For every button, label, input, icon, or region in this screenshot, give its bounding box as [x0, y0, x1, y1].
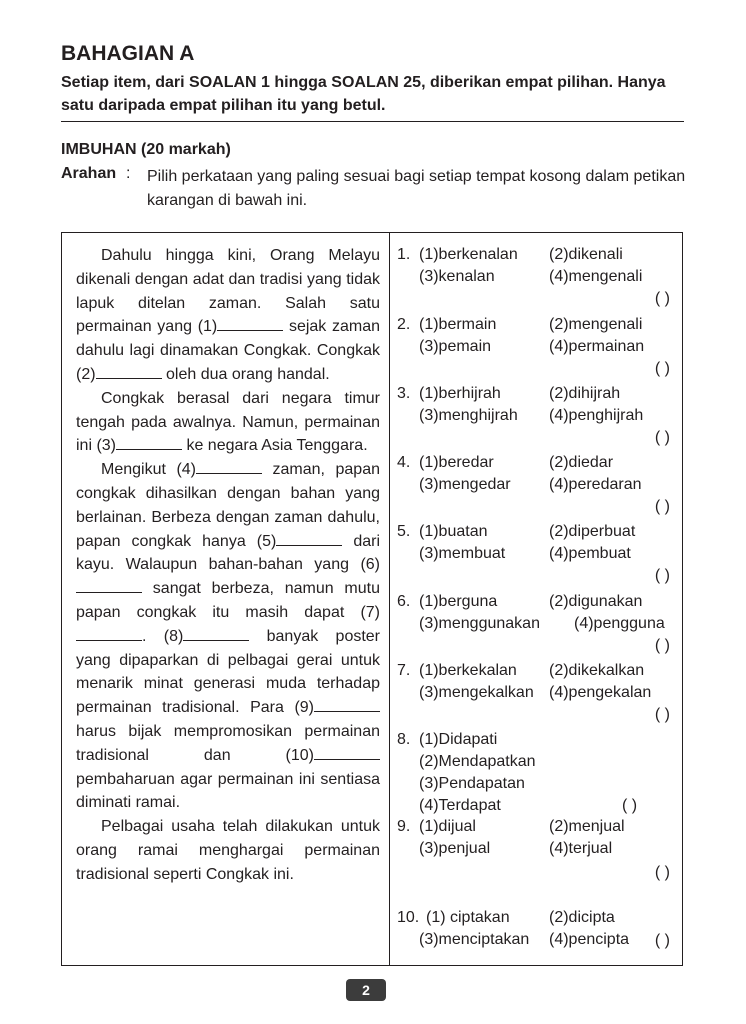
question-6	[397, 591, 670, 657]
option-3[interactable]: (3)kenalan	[419, 268, 495, 285]
passage-text: sejak zaman dahulu lagi dinamakan Congkak. Congkak	[76, 318, 381, 360]
blank-marker: (5)	[256, 532, 277, 550]
passage-text: Congkak berasal dari negara timur tengah pada awalnya. Namun, permainan ini	[76, 389, 380, 455]
option-2[interactable]: (2)Mendapatkan	[419, 753, 536, 770]
option-1[interactable]: (1)berguna	[419, 593, 498, 610]
column-divider	[389, 232, 390, 966]
option-3[interactable]: (3)mengedar	[419, 476, 511, 493]
blank-marker: (3)	[96, 437, 117, 455]
option-2[interactable]: (2)diedar	[549, 454, 614, 471]
question-2	[397, 314, 670, 380]
option-3[interactable]: (3)menghijrah	[419, 407, 518, 424]
passage-text: zaman, papan congkak dihasilkan dengan bahan yang berlainan. Berbeza dengan zaman dahulu, papan congkak hanya	[76, 461, 380, 550]
page-number: 2	[346, 979, 386, 1001]
passage-text: oleh dua orang handal.	[161, 365, 330, 383]
question-number: 6.	[397, 593, 411, 610]
passage-paragraph-4: Pelbagai usaha telah dilakukan untuk orang ramai menghargai permainan tradisional seperti Congkak ini.	[76, 818, 380, 883]
header-divider	[61, 121, 684, 122]
option-1[interactable]: (1) ciptakan	[426, 909, 510, 926]
question-1	[397, 244, 670, 310]
arahan-label: Arahan	[61, 165, 117, 182]
question-3	[397, 383, 670, 449]
option-3[interactable]: (3)menggunakan	[419, 615, 540, 632]
option-3[interactable]: (3)membuat	[419, 545, 506, 562]
option-2[interactable]: (2)menjual	[549, 818, 625, 835]
blank-marker: (8)	[163, 627, 184, 645]
option-1[interactable]: (1)berkekalan	[419, 662, 517, 679]
option-1[interactable]: (1)bermain	[419, 316, 497, 333]
option-3[interactable]: (3)pemain	[419, 338, 492, 355]
question-number: 9.	[397, 818, 411, 835]
passage-text: Dahulu hingga kini, Orang Melayu dikenali dengan adat dan tradisi yang tidak lapuk ditelan zaman. Salah satu permainan yang	[76, 247, 380, 336]
passage-text: banyak poster yang dipaparkan di pelbagai gerai untuk menarik minat generasi muda terhadap permainan tradisional. Para	[76, 627, 381, 717]
option-1[interactable]: (1)buatan	[419, 523, 488, 540]
passage-paragraph-2	[76, 387, 380, 458]
passage-text: pembaharuan agar permainan ini sentiasa diminati ramai.	[76, 770, 380, 812]
question-number: 10.	[397, 909, 420, 926]
answer-bracket[interactable]: ( )	[654, 360, 670, 377]
question-9	[397, 816, 670, 886]
option-2[interactable]: (2)diperbuat	[549, 523, 636, 540]
answer-blank[interactable]	[96, 364, 162, 379]
answer-blank[interactable]	[76, 578, 142, 593]
blank-marker: (7)	[360, 603, 380, 621]
answer-blank[interactable]	[183, 626, 249, 641]
option-4[interactable]: (4)pengekalan	[549, 684, 652, 701]
blank-marker: (10)	[285, 746, 314, 764]
passage-text: harus bijak mempromosikan permainan tradisional dan	[76, 722, 380, 764]
blank-marker: (6)	[360, 556, 380, 574]
answer-bracket[interactable]: ( )	[654, 932, 670, 949]
question-8	[397, 729, 670, 817]
answer-blank[interactable]	[314, 745, 380, 760]
question-number: 5.	[397, 523, 411, 540]
option-3[interactable]: (3)Pendapatan	[419, 775, 525, 792]
answer-blank[interactable]	[116, 435, 182, 450]
answer-blank[interactable]	[276, 531, 342, 546]
blank-marker: (4)	[176, 461, 196, 479]
passage-text: sangat berbeza, namun mutu papan congkak itu masih dapat	[76, 580, 380, 621]
option-4[interactable]: (4)pembuat	[549, 545, 631, 562]
answer-bracket[interactable]: ( )	[654, 498, 670, 515]
option-2[interactable]: (2)dihijrah	[549, 385, 621, 402]
answer-bracket[interactable]: ( )	[654, 429, 670, 446]
option-1[interactable]: (1)Didapati	[419, 731, 498, 748]
option-4[interactable]: (4)penghijrah	[549, 407, 644, 424]
blank-marker: (9)	[294, 699, 314, 717]
option-4[interactable]: (4)pencipta	[549, 931, 630, 948]
section-heading: BAHAGIAN A	[61, 42, 195, 65]
passage-text: .	[142, 627, 164, 645]
answer-blank[interactable]	[314, 697, 380, 712]
passage-text: ke negara Asia Tenggara.	[182, 437, 368, 455]
option-2[interactable]: (2)dikekalkan	[549, 662, 645, 679]
option-4[interactable]: (4)Terdapat	[419, 797, 501, 814]
option-2[interactable]: (2)mengenali	[549, 316, 643, 333]
answer-bracket[interactable]: ( )	[622, 797, 638, 814]
option-1[interactable]: (1)berkenalan	[419, 246, 518, 263]
question-number: 2.	[397, 316, 411, 333]
subsection-title: IMBUHAN (20 markah)	[61, 141, 231, 158]
passage-paragraph-3	[76, 458, 380, 815]
question-7	[397, 660, 670, 726]
option-4[interactable]: (4)peredaran	[549, 476, 642, 493]
question-number: 8.	[397, 731, 411, 748]
option-2[interactable]: (2)digunakan	[549, 593, 643, 610]
question-5	[397, 521, 670, 587]
question-number: 7.	[397, 662, 411, 679]
option-1[interactable]: (1)beredar	[419, 454, 494, 471]
option-4[interactable]: (4)mengenali	[549, 268, 643, 285]
passage-text: dari kayu. Walaupun bahan-bahan yang	[76, 532, 381, 574]
option-4[interactable]: (4)terjual	[549, 840, 613, 857]
arahan-colon: :	[126, 165, 131, 182]
arahan-text: Pilih perkataan yang paling sesuai bagi setiap tempat kosong dalam petikan karangan di bawah ini.	[147, 168, 686, 209]
answer-blank[interactable]	[196, 459, 262, 474]
option-1[interactable]: (1)berhijrah	[419, 385, 501, 402]
option-3[interactable]: (3)penjual	[419, 840, 491, 857]
option-1[interactable]: (1)dijual	[419, 818, 476, 835]
answer-bracket[interactable]: ( )	[654, 637, 670, 654]
question-number: 1.	[397, 246, 411, 263]
answer-blank[interactable]	[76, 626, 142, 641]
passage-paragraph-1	[76, 244, 380, 387]
option-2[interactable]: (2)dicipta	[549, 909, 615, 926]
answer-bracket[interactable]: ( )	[654, 290, 670, 307]
passage-text: Mengikut	[101, 461, 177, 479]
section-instruction: Setiap item, dari SOALAN 1 hingga SOALAN 25, diberikan empat pilihan. Hanya satu daripada empat pilihan itu yang betul.	[61, 74, 666, 114]
answer-bracket[interactable]: ( )	[654, 706, 670, 723]
question-number: 4.	[397, 454, 411, 471]
option-2[interactable]: (2)dikenali	[549, 246, 623, 263]
option-4[interactable]: (4)permainan	[549, 338, 645, 355]
answer-blank[interactable]	[217, 316, 283, 331]
answer-bracket[interactable]: ( )	[654, 864, 670, 881]
question-10-bracket-row	[397, 930, 670, 952]
blank-marker: (1)	[197, 318, 218, 336]
option-3[interactable]: (3)mengekalkan	[419, 684, 534, 701]
passage	[76, 244, 380, 887]
option-4[interactable]: (4)pengguna	[574, 615, 665, 632]
answer-bracket[interactable]: ( )	[654, 567, 670, 584]
option-3[interactable]: (3)menciptakan	[419, 931, 530, 948]
blank-marker: (2)	[76, 365, 96, 383]
question-4	[397, 452, 670, 518]
question-number: 3.	[397, 385, 411, 402]
